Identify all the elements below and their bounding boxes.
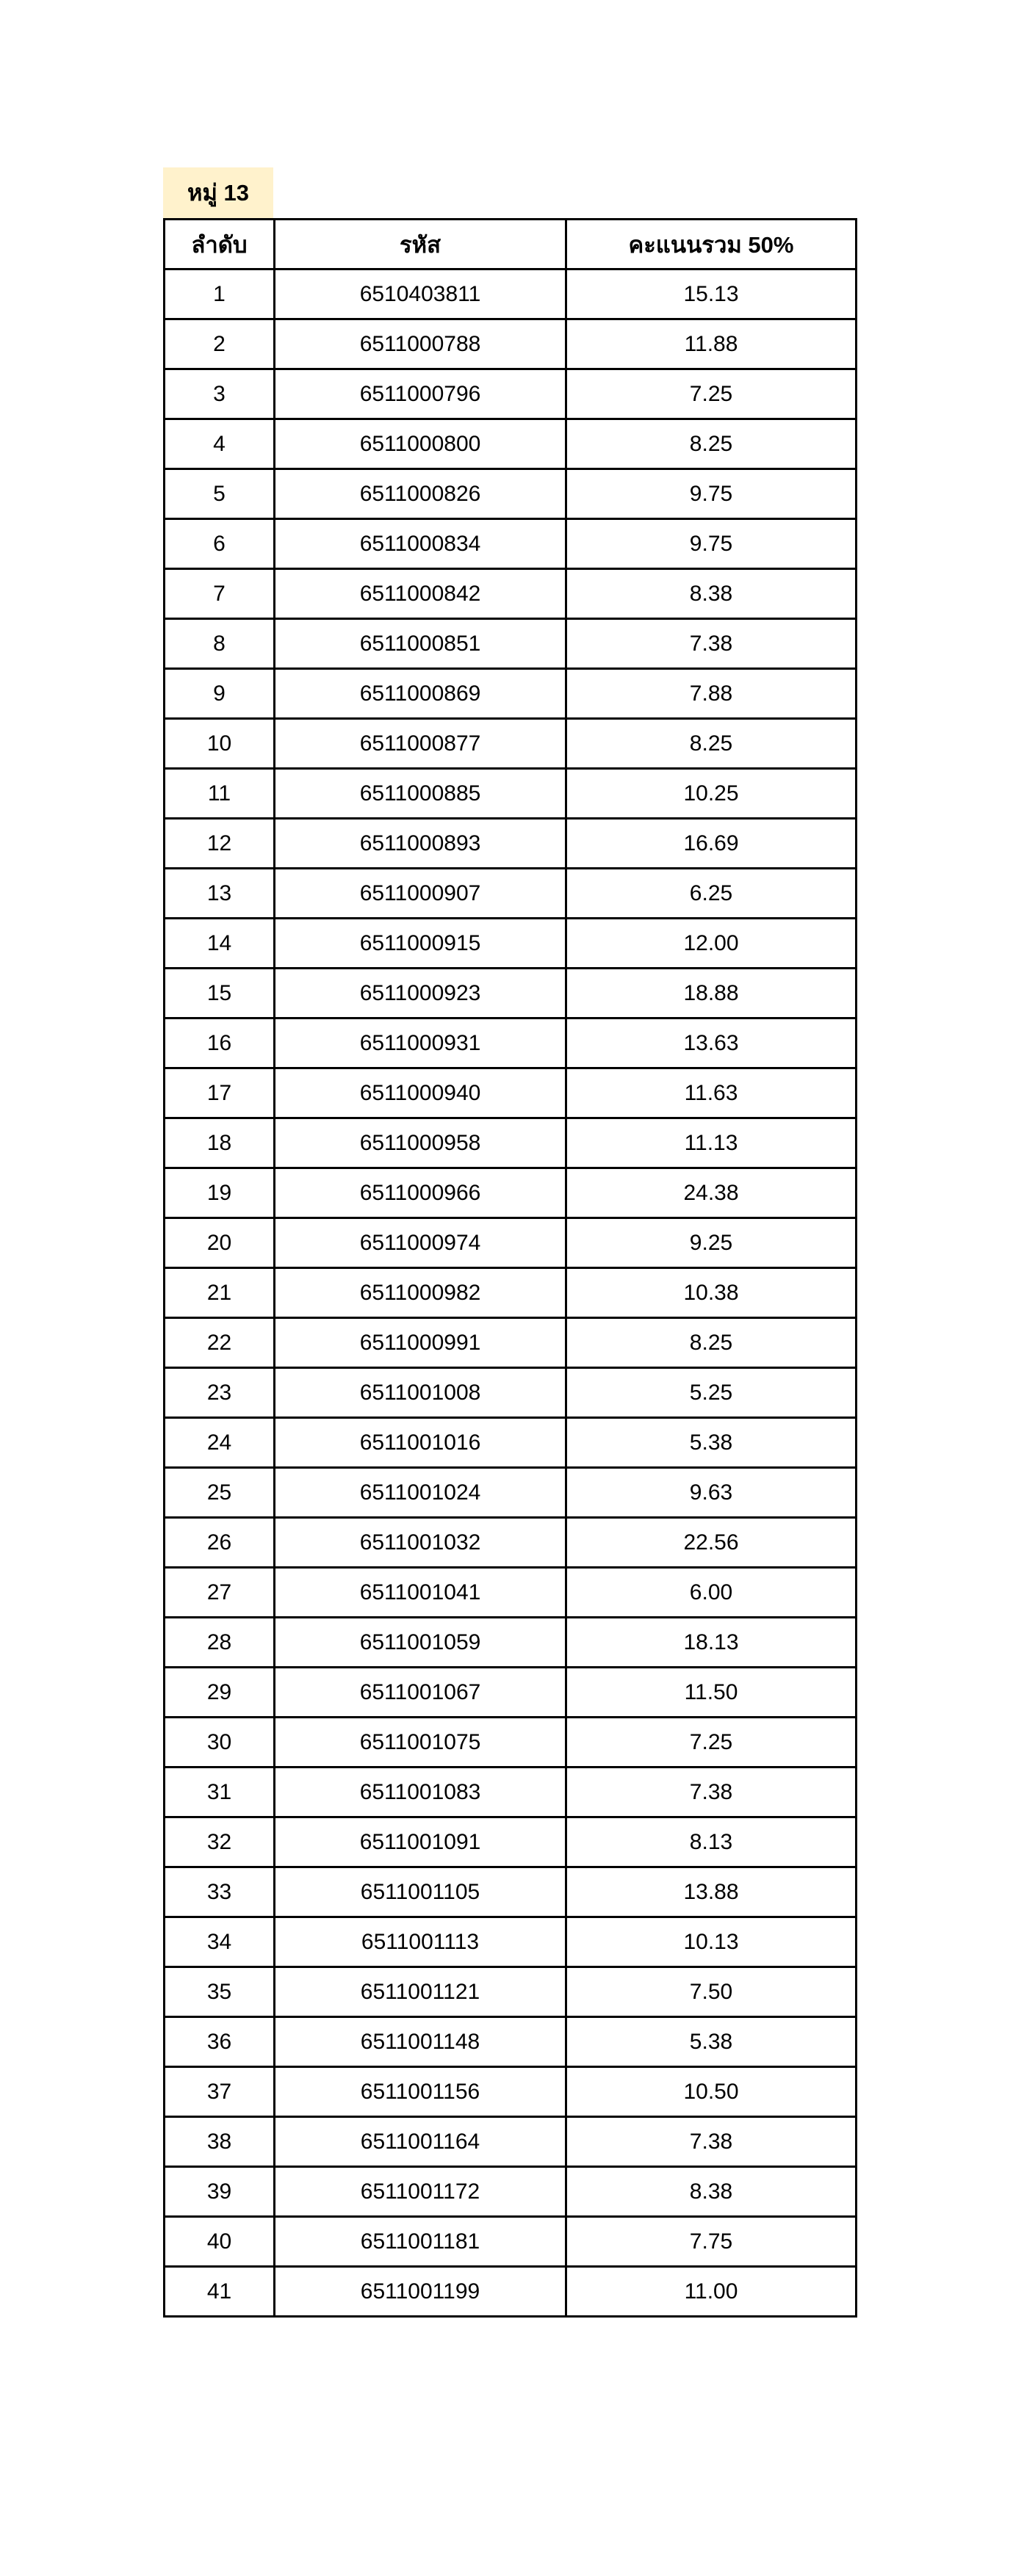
cell-score: 10.50 [566, 2067, 857, 2117]
cell-score: 5.25 [566, 1368, 857, 1418]
cell-student-id: 6511000877 [275, 719, 566, 769]
table-row [165, 1917, 857, 1967]
cell-student-id: 6511000958 [275, 1118, 566, 1168]
table-body [165, 269, 857, 2317]
table-row [165, 1318, 857, 1368]
table-row [165, 469, 857, 519]
cell-student-id: 6511000842 [275, 569, 566, 619]
cell-order: 7 [165, 569, 275, 619]
cell-student-id: 6511001041 [275, 1568, 566, 1618]
table-row [165, 269, 857, 319]
table-row [165, 2167, 857, 2217]
cell-score: 8.13 [566, 1817, 857, 1867]
table-row [165, 1618, 857, 1668]
cell-order: 14 [165, 919, 275, 969]
cell-student-id: 6510403811 [275, 269, 566, 319]
cell-student-id: 6511001024 [275, 1468, 566, 1518]
cell-score: 11.63 [566, 1068, 857, 1118]
table-row [165, 1218, 857, 1268]
cell-student-id: 6511001016 [275, 1418, 566, 1468]
cell-order: 31 [165, 1768, 275, 1817]
cell-score: 11.50 [566, 1668, 857, 1718]
cell-student-id: 6511001113 [275, 1917, 566, 1967]
cell-order: 24 [165, 1418, 275, 1468]
cell-score: 22.56 [566, 1518, 857, 1568]
table-row [165, 769, 857, 819]
cell-student-id: 6511000915 [275, 919, 566, 969]
cell-order: 40 [165, 2217, 275, 2267]
cell-score: 9.25 [566, 1218, 857, 1268]
cell-order: 39 [165, 2167, 275, 2217]
cell-order: 27 [165, 1568, 275, 1618]
cell-score: 7.38 [566, 2117, 857, 2167]
cell-student-id: 6511000826 [275, 469, 566, 519]
cell-score: 18.13 [566, 1618, 857, 1668]
cell-student-id: 6511000923 [275, 969, 566, 1019]
cell-order: 38 [165, 2117, 275, 2167]
cell-student-id: 6511001105 [275, 1867, 566, 1917]
cell-student-id: 6511001059 [275, 1618, 566, 1668]
cell-student-id: 6511000893 [275, 819, 566, 869]
cell-order: 34 [165, 1917, 275, 1967]
table-row [165, 819, 857, 869]
table-row [165, 1668, 857, 1718]
cell-order: 28 [165, 1618, 275, 1668]
cell-student-id: 6511000869 [275, 669, 566, 719]
cell-score: 8.38 [566, 569, 857, 619]
cell-order: 2 [165, 319, 275, 369]
cell-score: 5.38 [566, 1418, 857, 1468]
table-row [165, 969, 857, 1019]
cell-order: 1 [165, 269, 275, 319]
cell-student-id: 6511001164 [275, 2117, 566, 2167]
cell-student-id: 6511000907 [275, 869, 566, 919]
cell-order: 32 [165, 1817, 275, 1867]
table-row [165, 719, 857, 769]
table-row [165, 1568, 857, 1618]
table-row [165, 369, 857, 419]
cell-order: 18 [165, 1118, 275, 1168]
cell-order: 29 [165, 1668, 275, 1718]
cell-student-id: 6511001008 [275, 1368, 566, 1418]
cell-score: 7.38 [566, 1768, 857, 1817]
cell-order: 20 [165, 1218, 275, 1268]
cell-score: 7.75 [566, 2217, 857, 2267]
table-row [165, 1718, 857, 1768]
table-row [165, 1518, 857, 1568]
table-row [165, 919, 857, 969]
cell-student-id: 6511000991 [275, 1318, 566, 1368]
cell-score: 8.38 [566, 2167, 857, 2217]
cell-score: 18.88 [566, 969, 857, 1019]
cell-student-id: 6511000796 [275, 369, 566, 419]
cell-student-id: 6511000982 [275, 1268, 566, 1318]
cell-order: 26 [165, 1518, 275, 1568]
table-row [165, 569, 857, 619]
cell-order: 13 [165, 869, 275, 919]
table-row [165, 519, 857, 569]
cell-score: 10.13 [566, 1917, 857, 1967]
cell-order: 3 [165, 369, 275, 419]
header-order: ลำดับ [165, 220, 275, 269]
table-row [165, 2267, 857, 2317]
cell-score: 10.25 [566, 769, 857, 819]
cell-order: 30 [165, 1718, 275, 1768]
cell-order: 10 [165, 719, 275, 769]
cell-student-id: 6511001083 [275, 1768, 566, 1817]
table-row [165, 2067, 857, 2117]
cell-score: 7.25 [566, 369, 857, 419]
cell-student-id: 6511001172 [275, 2167, 566, 2217]
table-row [165, 1368, 857, 1418]
cell-order: 19 [165, 1168, 275, 1218]
cell-student-id: 6511001032 [275, 1518, 566, 1568]
cell-score: 5.38 [566, 2017, 857, 2067]
table-row [165, 869, 857, 919]
cell-student-id: 6511000885 [275, 769, 566, 819]
cell-score: 15.13 [566, 269, 857, 319]
cell-order: 33 [165, 1867, 275, 1917]
cell-score: 6.00 [566, 1568, 857, 1618]
cell-order: 36 [165, 2017, 275, 2067]
table-row [165, 1468, 857, 1518]
cell-score: 24.38 [566, 1168, 857, 1218]
cell-score: 10.38 [566, 1268, 857, 1318]
cell-score: 8.25 [566, 419, 857, 469]
cell-student-id: 6511000931 [275, 1019, 566, 1068]
cell-score: 11.88 [566, 319, 857, 369]
cell-order: 8 [165, 619, 275, 669]
cell-student-id: 6511001156 [275, 2067, 566, 2117]
cell-student-id: 6511001181 [275, 2217, 566, 2267]
cell-student-id: 6511001091 [275, 1817, 566, 1867]
cell-student-id: 6511000974 [275, 1218, 566, 1268]
cell-order: 22 [165, 1318, 275, 1368]
table-row [165, 2217, 857, 2267]
cell-score: 6.25 [566, 869, 857, 919]
cell-score: 7.25 [566, 1718, 857, 1768]
cell-score: 16.69 [566, 819, 857, 869]
cell-score: 11.13 [566, 1118, 857, 1168]
cell-student-id: 6511001199 [275, 2267, 566, 2317]
cell-order: 25 [165, 1468, 275, 1518]
cell-order: 17 [165, 1068, 275, 1118]
table-row [165, 1019, 857, 1068]
cell-order: 23 [165, 1368, 275, 1418]
cell-student-id: 6511000966 [275, 1168, 566, 1218]
cell-order: 35 [165, 1967, 275, 2017]
cell-student-id: 6511000788 [275, 319, 566, 369]
table-row [165, 1967, 857, 2017]
table-row [165, 319, 857, 369]
cell-order: 21 [165, 1268, 275, 1318]
cell-score: 9.63 [566, 1468, 857, 1518]
table-row [165, 1867, 857, 1917]
cell-student-id: 6511001075 [275, 1718, 566, 1768]
cell-order: 15 [165, 969, 275, 1019]
cell-order: 41 [165, 2267, 275, 2317]
cell-score: 11.00 [566, 2267, 857, 2317]
cell-score: 8.25 [566, 719, 857, 769]
header-row [165, 220, 857, 269]
cell-student-id: 6511001148 [275, 2017, 566, 2067]
table-row [165, 2017, 857, 2067]
table-header [165, 220, 857, 269]
cell-order: 9 [165, 669, 275, 719]
cell-student-id: 6511001067 [275, 1668, 566, 1718]
cell-order: 16 [165, 1019, 275, 1068]
table-row [165, 419, 857, 469]
cell-score: 13.88 [566, 1867, 857, 1917]
cell-score: 7.50 [566, 1967, 857, 2017]
cell-score: 9.75 [566, 519, 857, 569]
table-row [165, 2117, 857, 2167]
cell-score: 7.38 [566, 619, 857, 669]
cell-student-id: 6511000800 [275, 419, 566, 469]
score-table [163, 218, 857, 2318]
header-total-score: คะแนนรวม 50% [566, 220, 857, 269]
table-row [165, 1768, 857, 1817]
table-row [165, 1168, 857, 1218]
cell-student-id: 6511000834 [275, 519, 566, 569]
cell-order: 6 [165, 519, 275, 569]
cell-score: 9.75 [566, 469, 857, 519]
cell-student-id: 6511000940 [275, 1068, 566, 1118]
cell-score: 7.88 [566, 669, 857, 719]
cell-order: 12 [165, 819, 275, 869]
cell-score: 13.63 [566, 1019, 857, 1068]
table-row [165, 1817, 857, 1867]
cell-score: 8.25 [566, 1318, 857, 1368]
cell-order: 4 [165, 419, 275, 469]
table-row [165, 669, 857, 719]
table-row [165, 1118, 857, 1168]
table-row [165, 1068, 857, 1118]
table-row [165, 1268, 857, 1318]
table-row [165, 619, 857, 669]
cell-student-id: 6511000851 [275, 619, 566, 669]
group-label: หมู่ 13 [163, 167, 273, 219]
cell-order: 5 [165, 469, 275, 519]
table-row [165, 1418, 857, 1468]
cell-order: 11 [165, 769, 275, 819]
cell-score: 12.00 [566, 919, 857, 969]
cell-order: 37 [165, 2067, 275, 2117]
header-student-id: รหัส [275, 220, 566, 269]
cell-student-id: 6511001121 [275, 1967, 566, 2017]
